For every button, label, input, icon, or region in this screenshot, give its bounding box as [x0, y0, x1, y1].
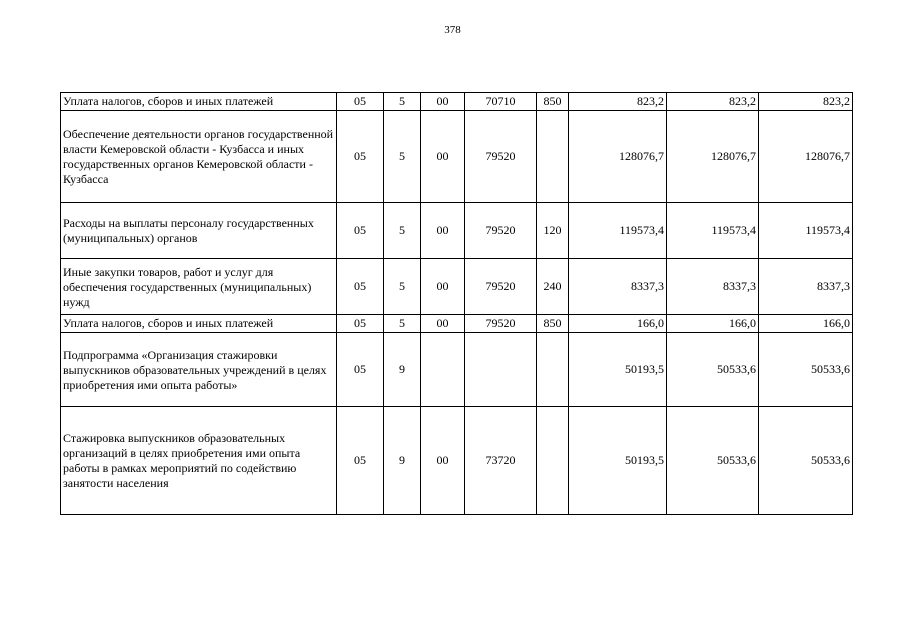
amount-year-3: 128076,7: [759, 111, 853, 203]
amount-year-1: 8337,3: [569, 259, 667, 315]
subprogram-code: 00: [421, 203, 465, 259]
expense-name: Подпрограмма «Организация стажировки выпускников образовательных учреждений в целях приобретения ими опыта работы»: [61, 333, 337, 407]
table-row: [61, 93, 853, 111]
expense-name: Иные закупки товаров, работ и услуг для обеспечения государственных (муниципальных) нужд: [61, 259, 337, 315]
direction-code: 73720: [465, 407, 537, 515]
section-code: 05: [337, 407, 384, 515]
program-code: 9: [384, 407, 421, 515]
subprogram-code: 00: [421, 407, 465, 515]
direction-code: 79520: [465, 111, 537, 203]
amount-year-2: 119573,4: [667, 203, 759, 259]
amount-year-1: 50193,5: [569, 333, 667, 407]
expense-name: Расходы на выплаты персоналу государственных (муниципальных) органов: [61, 203, 337, 259]
table-row: [61, 333, 853, 407]
program-code: 9: [384, 333, 421, 407]
amount-year-2: 8337,3: [667, 259, 759, 315]
amount-year-1: 119573,4: [569, 203, 667, 259]
amount-year-3: 8337,3: [759, 259, 853, 315]
subprogram-code: 00: [421, 259, 465, 315]
expense-name: Обеспечение деятельности органов государственной власти Кемеровской области - Кузбасса и иных государственных органов Кемеровской области - Кузбасса: [61, 111, 337, 203]
amount-year-3: 50533,6: [759, 407, 853, 515]
subprogram-code: 00: [421, 111, 465, 203]
table-row: [61, 315, 853, 333]
budget-table: [60, 92, 853, 515]
section-code: 05: [337, 111, 384, 203]
expense-type-code: [537, 407, 569, 515]
amount-year-2: 50533,6: [667, 333, 759, 407]
expense-type-code: [537, 111, 569, 203]
amount-year-2: 50533,6: [667, 407, 759, 515]
amount-year-3: 166,0: [759, 315, 853, 333]
table-row: [61, 259, 853, 315]
section-code: 05: [337, 333, 384, 407]
table-row: [61, 407, 853, 515]
direction-code: 70710: [465, 93, 537, 111]
direction-code: 79520: [465, 259, 537, 315]
expense-type-code: 850: [537, 93, 569, 111]
expense-name: Уплата налогов, сборов и иных платежей: [61, 93, 337, 111]
program-code: 5: [384, 93, 421, 111]
amount-year-2: 823,2: [667, 93, 759, 111]
section-code: 05: [337, 93, 384, 111]
direction-code: [465, 333, 537, 407]
direction-code: 79520: [465, 315, 537, 333]
program-code: 5: [384, 315, 421, 333]
amount-year-1: 50193,5: [569, 407, 667, 515]
amount-year-3: 119573,4: [759, 203, 853, 259]
subprogram-code: [421, 333, 465, 407]
section-code: 05: [337, 203, 384, 259]
direction-code: 79520: [465, 203, 537, 259]
subprogram-code: 00: [421, 315, 465, 333]
table-row: [61, 203, 853, 259]
section-code: 05: [337, 259, 384, 315]
amount-year-2: 128076,7: [667, 111, 759, 203]
expense-name: Уплата налогов, сборов и иных платежей: [61, 315, 337, 333]
amount-year-1: 823,2: [569, 93, 667, 111]
expense-type-code: [537, 333, 569, 407]
amount-year-2: 166,0: [667, 315, 759, 333]
program-code: 5: [384, 111, 421, 203]
amount-year-1: 128076,7: [569, 111, 667, 203]
program-code: 5: [384, 203, 421, 259]
page-number: 378: [444, 24, 461, 36]
amount-year-3: 823,2: [759, 93, 853, 111]
amount-year-3: 50533,6: [759, 333, 853, 407]
expense-type-code: 850: [537, 315, 569, 333]
subprogram-code: 00: [421, 93, 465, 111]
expense-name: Стажировка выпускников образовательных организаций в целях приобретения ими опыта работы в рамках мероприятий по содействию занятости населения: [61, 407, 337, 515]
expense-type-code: 120: [537, 203, 569, 259]
amount-year-1: 166,0: [569, 315, 667, 333]
expense-type-code: 240: [537, 259, 569, 315]
section-code: 05: [337, 315, 384, 333]
table-row: [61, 111, 853, 203]
program-code: 5: [384, 259, 421, 315]
